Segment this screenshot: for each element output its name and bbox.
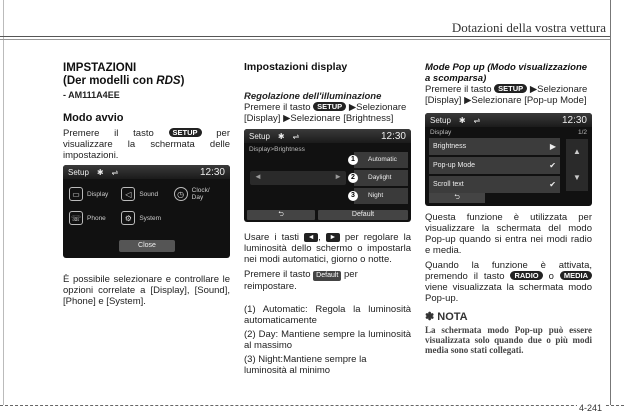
paragraph-popup-desc: Questa funzione è utilizzata per visualizzare la schermata del modo Pop-up quando si entra nei modi radio e media. bbox=[425, 212, 592, 256]
popup-screen-image bbox=[425, 113, 592, 206]
p1-pre: Premere il tasto bbox=[63, 128, 154, 139]
paragraph-popup-activated bbox=[425, 260, 592, 304]
page-number: 4-241 bbox=[578, 403, 602, 413]
scroll-buttons bbox=[566, 139, 588, 191]
callout-2: 2 bbox=[348, 173, 358, 183]
p1-mid: Selezionare [Display] bbox=[425, 84, 588, 106]
note-heading: ✽ NOTA bbox=[425, 311, 468, 323]
title-line-1: IMPSTAZIONI bbox=[63, 62, 137, 74]
radio-key: RADIO bbox=[510, 271, 542, 280]
callout-1: 1 bbox=[348, 155, 358, 165]
p1-pre: Premere il tasto bbox=[425, 84, 492, 95]
minus-icon: ◄ bbox=[254, 172, 262, 181]
back-button: ⮌ bbox=[247, 210, 315, 220]
p1-mid: Selezionare [Display] bbox=[244, 102, 407, 124]
status-bar bbox=[63, 165, 230, 179]
row-label: Brightness bbox=[433, 143, 467, 150]
heading-modo-avvio: Modo avvio bbox=[63, 112, 124, 124]
status-bar bbox=[244, 129, 411, 143]
title-rds: RDS bbox=[156, 75, 181, 87]
row-scroll-text bbox=[429, 176, 560, 193]
scroll-down-icon: ▼ bbox=[573, 173, 581, 182]
check-icon: ✔ bbox=[549, 161, 556, 170]
menu-clock-label: Clock/ Day bbox=[191, 187, 210, 201]
footer-rule bbox=[0, 405, 624, 406]
p3-or: o bbox=[548, 271, 554, 282]
clock-icon: ◷ bbox=[174, 187, 188, 201]
setup-screen-image bbox=[63, 165, 230, 258]
menu-sound bbox=[121, 187, 173, 201]
speaker-icon: ◁ bbox=[121, 187, 135, 201]
header-rule bbox=[0, 36, 610, 37]
p2-b: per regolare la luminosità dello schermo o impostarla nei modi automatici, giorno o notte. bbox=[244, 232, 412, 265]
arrow-icon: ▶ bbox=[529, 84, 538, 95]
default-button: Default bbox=[318, 210, 408, 220]
option-label: Automatic bbox=[368, 156, 397, 163]
screen-title: Setup bbox=[430, 115, 451, 125]
paragraph-keys: Usare i tasti ◄ , ► per regolare la luminosità dello schermo o impostarla nei modi automatici, giorno o notte. bbox=[244, 232, 412, 265]
paragraph-setup bbox=[63, 128, 230, 161]
close-button: Close bbox=[119, 240, 175, 252]
section-code: - AM111A4EE bbox=[63, 90, 120, 100]
running-header: Dotazioni della vostra vettura bbox=[451, 20, 606, 35]
option-automatic bbox=[351, 152, 408, 168]
row-label: Pop-up Mode bbox=[433, 162, 476, 169]
menu-system bbox=[121, 211, 173, 225]
callout-3: 3 bbox=[348, 191, 358, 201]
menu-sound-label: Sound bbox=[139, 190, 159, 198]
menu-system-label: System bbox=[139, 214, 161, 222]
menu-display-label: Display bbox=[87, 190, 109, 198]
bluetooth-icon: ✱ bbox=[277, 131, 285, 141]
usb-icon: ⇌ bbox=[111, 167, 119, 177]
brightness-slider bbox=[250, 171, 346, 185]
bluetooth-icon: ✱ bbox=[458, 115, 466, 125]
row-label: Scroll text bbox=[433, 181, 464, 188]
paragraph-options: È possibile selezionare e controllare le opzioni correlate a [Display], [Sound], [Phone] e [System]. bbox=[63, 274, 230, 307]
default-key: Default bbox=[313, 271, 341, 281]
media-key: MEDIA bbox=[560, 271, 592, 280]
screen-title: Setup bbox=[249, 131, 270, 141]
screen-bottom-bar bbox=[244, 210, 411, 222]
right-key: ► bbox=[326, 233, 340, 242]
paragraph-default bbox=[244, 269, 411, 292]
screen-time: 12:30 bbox=[380, 130, 406, 142]
arrow-icon: ▶ bbox=[348, 102, 357, 113]
p1-post: Selezionare [Brightness] bbox=[290, 113, 394, 124]
option-label: Daylight bbox=[368, 174, 392, 181]
p3-post: per reimpostare. bbox=[244, 269, 358, 292]
p3-pre: Premere il tasto bbox=[244, 269, 311, 280]
phone-icon: ☏ bbox=[69, 211, 83, 225]
option-night bbox=[351, 188, 408, 204]
arrow-icon: ▶ bbox=[464, 95, 472, 106]
note-text: La schermata modo Pop-up può essere visualizzata solo quando due o più modi media sono stati collegati. bbox=[425, 325, 592, 355]
setup-key: SETUP bbox=[313, 102, 346, 111]
menu-phone-label: Phone bbox=[87, 214, 106, 222]
column-3 bbox=[425, 62, 592, 355]
heading-impostazioni-display: Impostazioni display bbox=[244, 61, 348, 73]
screen-time: 12:30 bbox=[561, 114, 587, 126]
p1-post: per visualizzare la schermata delle impostazioni. bbox=[63, 128, 230, 161]
menu-clock bbox=[174, 187, 226, 201]
subheading-illuminazione: Regolazione dell'illuminazione bbox=[244, 91, 382, 102]
left-key: ◄ bbox=[304, 233, 318, 242]
left-margin-rule bbox=[3, 0, 4, 405]
brightness-modes-list bbox=[244, 304, 411, 376]
arrow-right-icon: ▶ bbox=[549, 142, 556, 151]
paragraph-brightness-path bbox=[244, 102, 411, 124]
screen-breadcrumb bbox=[425, 127, 592, 138]
option-label: Night bbox=[368, 192, 384, 199]
usb-icon: ⇌ bbox=[473, 115, 481, 125]
heading-popup-mode: Mode Pop up (Modo visualizzazione a scomparsa) bbox=[425, 62, 588, 84]
brightness-options bbox=[351, 152, 408, 206]
plus-icon: ► bbox=[334, 172, 342, 181]
list-item: (1) Automatic: Regola la luminosità automaticamente bbox=[244, 304, 411, 326]
row-brightness bbox=[429, 138, 560, 155]
header-rule-secondary bbox=[0, 39, 610, 40]
screen-breadcrumb: Display>Brightness bbox=[249, 146, 305, 153]
status-bar bbox=[425, 113, 592, 127]
crumb-label: Display bbox=[430, 129, 452, 136]
display-icon: ▭ bbox=[69, 187, 83, 201]
setup-menu-grid bbox=[63, 179, 230, 225]
paragraph-popup-path bbox=[425, 84, 592, 106]
p1-post: Selezionare [Pop-up Mode] bbox=[471, 95, 587, 106]
setup-key: SETUP bbox=[169, 128, 202, 137]
p3-pre: Quando la funzione è attivata, premendo il tasto bbox=[425, 260, 592, 282]
option-daylight bbox=[351, 170, 408, 186]
menu-phone bbox=[69, 211, 121, 225]
list-item: (2) Day: Mantiene sempre la luminosità al massimo bbox=[244, 329, 411, 351]
screen-title: Setup bbox=[68, 167, 89, 177]
row-popup-mode bbox=[429, 157, 560, 174]
p1-pre: Premere il tasto bbox=[244, 102, 311, 113]
list-item: (3) Night:Mantiene sempre la luminosità al minimo bbox=[244, 354, 367, 376]
menu-display bbox=[69, 187, 121, 201]
brightness-screen-image bbox=[244, 129, 411, 222]
gear-icon: ⚙ bbox=[121, 211, 135, 225]
usb-icon: ⇌ bbox=[292, 131, 300, 141]
setup-key: SETUP bbox=[494, 84, 527, 93]
right-margin-rule bbox=[610, 0, 611, 405]
check-icon: ✔ bbox=[549, 180, 556, 189]
arrow-icon: ▶ bbox=[283, 113, 291, 124]
title-line-2-end: ) bbox=[180, 75, 185, 87]
back-button: ⮌ bbox=[429, 193, 485, 203]
p2-a: Usare i tasti bbox=[244, 232, 300, 243]
page-indicator: 1/2 bbox=[577, 129, 587, 136]
title-line-2: (Der modelli con bbox=[63, 75, 157, 87]
p3-post: viene visualizzata la schermata modo Pop-up. bbox=[425, 282, 592, 304]
scroll-up-icon: ▲ bbox=[573, 147, 581, 156]
section-title bbox=[63, 62, 230, 88]
bluetooth-icon: ✱ bbox=[96, 167, 104, 177]
screen-time: 12:30 bbox=[199, 166, 225, 178]
